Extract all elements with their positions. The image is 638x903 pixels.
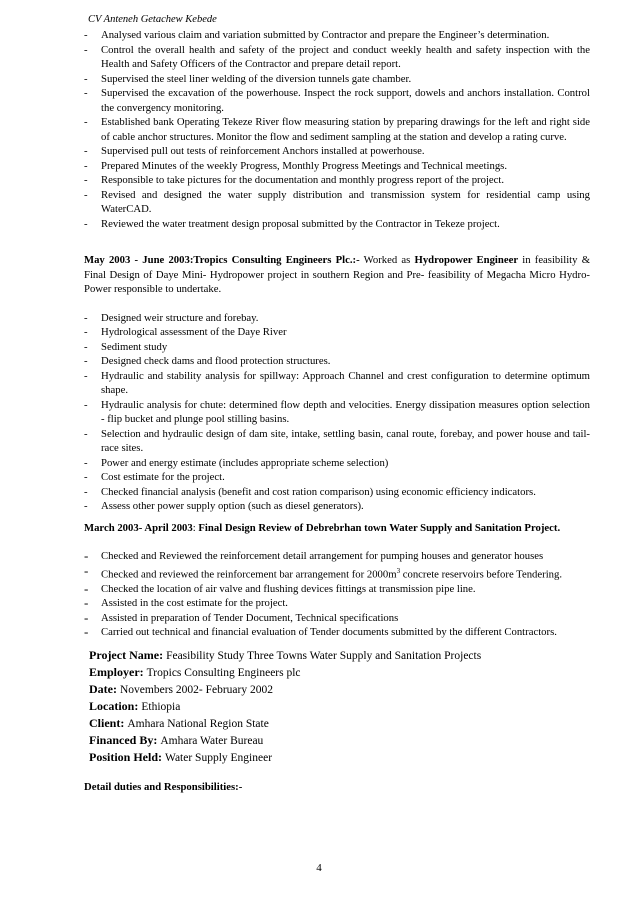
list-item: - Power and energy estimate (includes appropriate scheme selection)	[84, 456, 389, 469]
dash-marker: -	[84, 340, 88, 353]
position-held-row: Position Held: Water Supply Engineer	[89, 749, 273, 764]
bullet-list-tekeze	[84, 28, 590, 231]
list-item: - Prepared Minutes of the weekly Progress, Monthly Progress Meetings and Technical meetings.	[84, 159, 507, 172]
list-item: - Control the overall health and safety of the project and conduct weekly health and safety inspection with the Health and Safety Officers of the Contractor and prepare detail report.	[84, 43, 590, 70]
list-item: - Supervised pull out tests of reinforcement Anchors installed at powerhouse.	[84, 145, 425, 157]
dash-marker: -	[84, 29, 88, 41]
dash-marker: -	[84, 609, 89, 625]
list-item: - Designed weir structure and forebay.	[84, 311, 259, 324]
dash-marker: -	[84, 145, 88, 157]
page-header: CV Anteneh Getachew Kebede	[88, 14, 217, 25]
dash-marker: -	[84, 116, 88, 128]
client-row: Client: Amhara National Region State	[89, 715, 269, 730]
dash-marker: -	[84, 562, 89, 578]
tropics-role: Hydropower Engineer	[414, 254, 519, 266]
list-item: - Checked and Reviewed the reinforcement detail arrangement for pumping houses and generator houses	[84, 548, 544, 563]
project-info-block	[89, 647, 590, 766]
list-item: - Assisted in preparation of Tender Document, Technical specifications	[84, 609, 399, 625]
date-row: Date: Novembers 2002- February 2002	[89, 681, 273, 696]
list-item: - Sediment study	[84, 340, 168, 353]
spacer	[84, 640, 590, 647]
list-item: - Revised and designed the water supply distribution and transmission system for residential camp using WaterCAD.	[84, 188, 590, 215]
dash-marker: -	[84, 580, 89, 596]
march-heading: March 2003- April 2003: Final Design Review of Debrebrhan town Water Supply and Sanitation Project.	[84, 521, 561, 534]
project-name-row: Project Name: Feasibility Study Three Towns Water Supply and Sanitation Projects	[89, 647, 482, 662]
list-item: - Established bank Operating Tekeze River flow measuring station by preparing drawings for the left and right side of cable anchor structures. Monitor the flow and sediment sampling at the station and develop a rating curve.	[84, 116, 590, 143]
dash-marker: -	[84, 456, 88, 469]
detail-duties-heading: Detail duties and Responsibilities:-	[84, 780, 243, 793]
list-item: - Supervised the excavation of the powerhouse. Inspect the rock support, dowels and anchors installation. Control the convergency monitoring.	[84, 87, 590, 114]
list-item: - Checked the location of air valve and flushing devices fittings at transmission pipe line.	[84, 580, 476, 596]
spacer	[84, 535, 590, 549]
list-item: - Assess other power supply option (such as diesel generators).	[84, 500, 364, 512]
list-item: - Hydrological assessment of the Daye River	[84, 326, 287, 338]
list-item: - Responsible to take pictures for the documentation and monthly progress report of the project.	[84, 174, 505, 186]
dash-marker: -	[84, 174, 88, 186]
list-item: - Reviewed the water treatment design proposal submitted by the Contractor in Tekeze project.	[84, 217, 500, 230]
dash-marker: -	[84, 188, 88, 201]
bullet-list-tropics	[84, 311, 590, 514]
dash-marker: -	[84, 311, 88, 324]
dash-marker: -	[84, 355, 88, 367]
tropics-paragraph: May 2003 - June 2003:Tropics Consulting Engineers Plc.:- Worked as Hydropower Engineer in feasibility & Final Design of Daye Mini- Hydropower project in southern Region and Pre- feasibility of Megacha Micro Hydro-Power responsible to undertake.	[84, 254, 591, 295]
dash-marker: -	[84, 427, 88, 440]
dash-marker: -	[84, 595, 89, 611]
list-item: - Hydraulic analysis for chute: determined flow depth and velocities. Energy dissipation measures option selection - flip bucket and plunge pool stilling basins.	[84, 398, 590, 425]
financed-by-row: Financed By: Amhara Water Bureau	[89, 732, 264, 747]
dash-marker: -	[84, 159, 88, 172]
spacer	[84, 231, 590, 253]
list-item: - Checked financial analysis (benefit and cost ration comparison) using economic efficiency indicators.	[84, 485, 536, 498]
dash-marker: -	[84, 217, 88, 230]
bullet-list-march	[84, 549, 590, 640]
march-title: Final Design Review of Debrebrhan town Water Supply and Sanitation Project.	[198, 521, 561, 534]
spacer	[84, 766, 590, 780]
employer-row: Employer: Tropics Consulting Engineers plc	[89, 664, 301, 679]
dash-marker: -	[84, 500, 88, 512]
dash-marker: -	[84, 369, 88, 382]
page-number: 4	[316, 862, 322, 874]
dash-marker: -	[84, 43, 88, 56]
dash-marker: -	[84, 548, 89, 563]
dash-marker: -	[84, 471, 88, 483]
dash-marker: -	[84, 72, 88, 85]
dash-marker: -	[84, 485, 88, 498]
list-item: - Hydraulic and stability analysis for spillway: Approach Channel and crest configuration to determine optimum shape.	[84, 369, 590, 396]
dash-marker: -	[84, 87, 88, 99]
list-item: - Checked and reviewed the reinforcement bar arrangement for $2000m^3$ concrete reservoirs before Tendering.	[84, 562, 563, 581]
dash-marker: -	[84, 398, 88, 411]
tropics-period-firm: May 2003 - June 2003:Tropics Consulting Engineers Plc.:-	[84, 254, 360, 266]
list-item: - Carried out technical and financial evaluation of Tender documents submitted by the different Contractors.	[84, 624, 557, 640]
location-row: Location: Ethiopia	[89, 698, 181, 713]
dash-marker: -	[84, 624, 89, 640]
list-item: - Selection and hydraulic design of dam site, intake, settling basin, canal route, forebay, and power house and tail-race sites.	[84, 427, 590, 454]
list-item: - Analysed various claim and variation submitted by Contractor and prepare the Engineer’s determination.	[84, 29, 550, 41]
list-item: - Cost estimate for the project.	[84, 471, 225, 483]
list-item: - Assisted in the cost estimate for the project.	[84, 595, 288, 611]
page-content	[84, 28, 590, 794]
spacer	[84, 514, 590, 521]
march-period: March 2003- April 2003	[84, 521, 193, 534]
list-item: - Supervised the steel liner welding of the diversion tunnels gate chamber.	[84, 72, 412, 85]
spacer	[84, 297, 590, 311]
list-item: - Designed check dams and flood protection structures.	[84, 355, 331, 367]
dash-marker: -	[84, 326, 88, 338]
